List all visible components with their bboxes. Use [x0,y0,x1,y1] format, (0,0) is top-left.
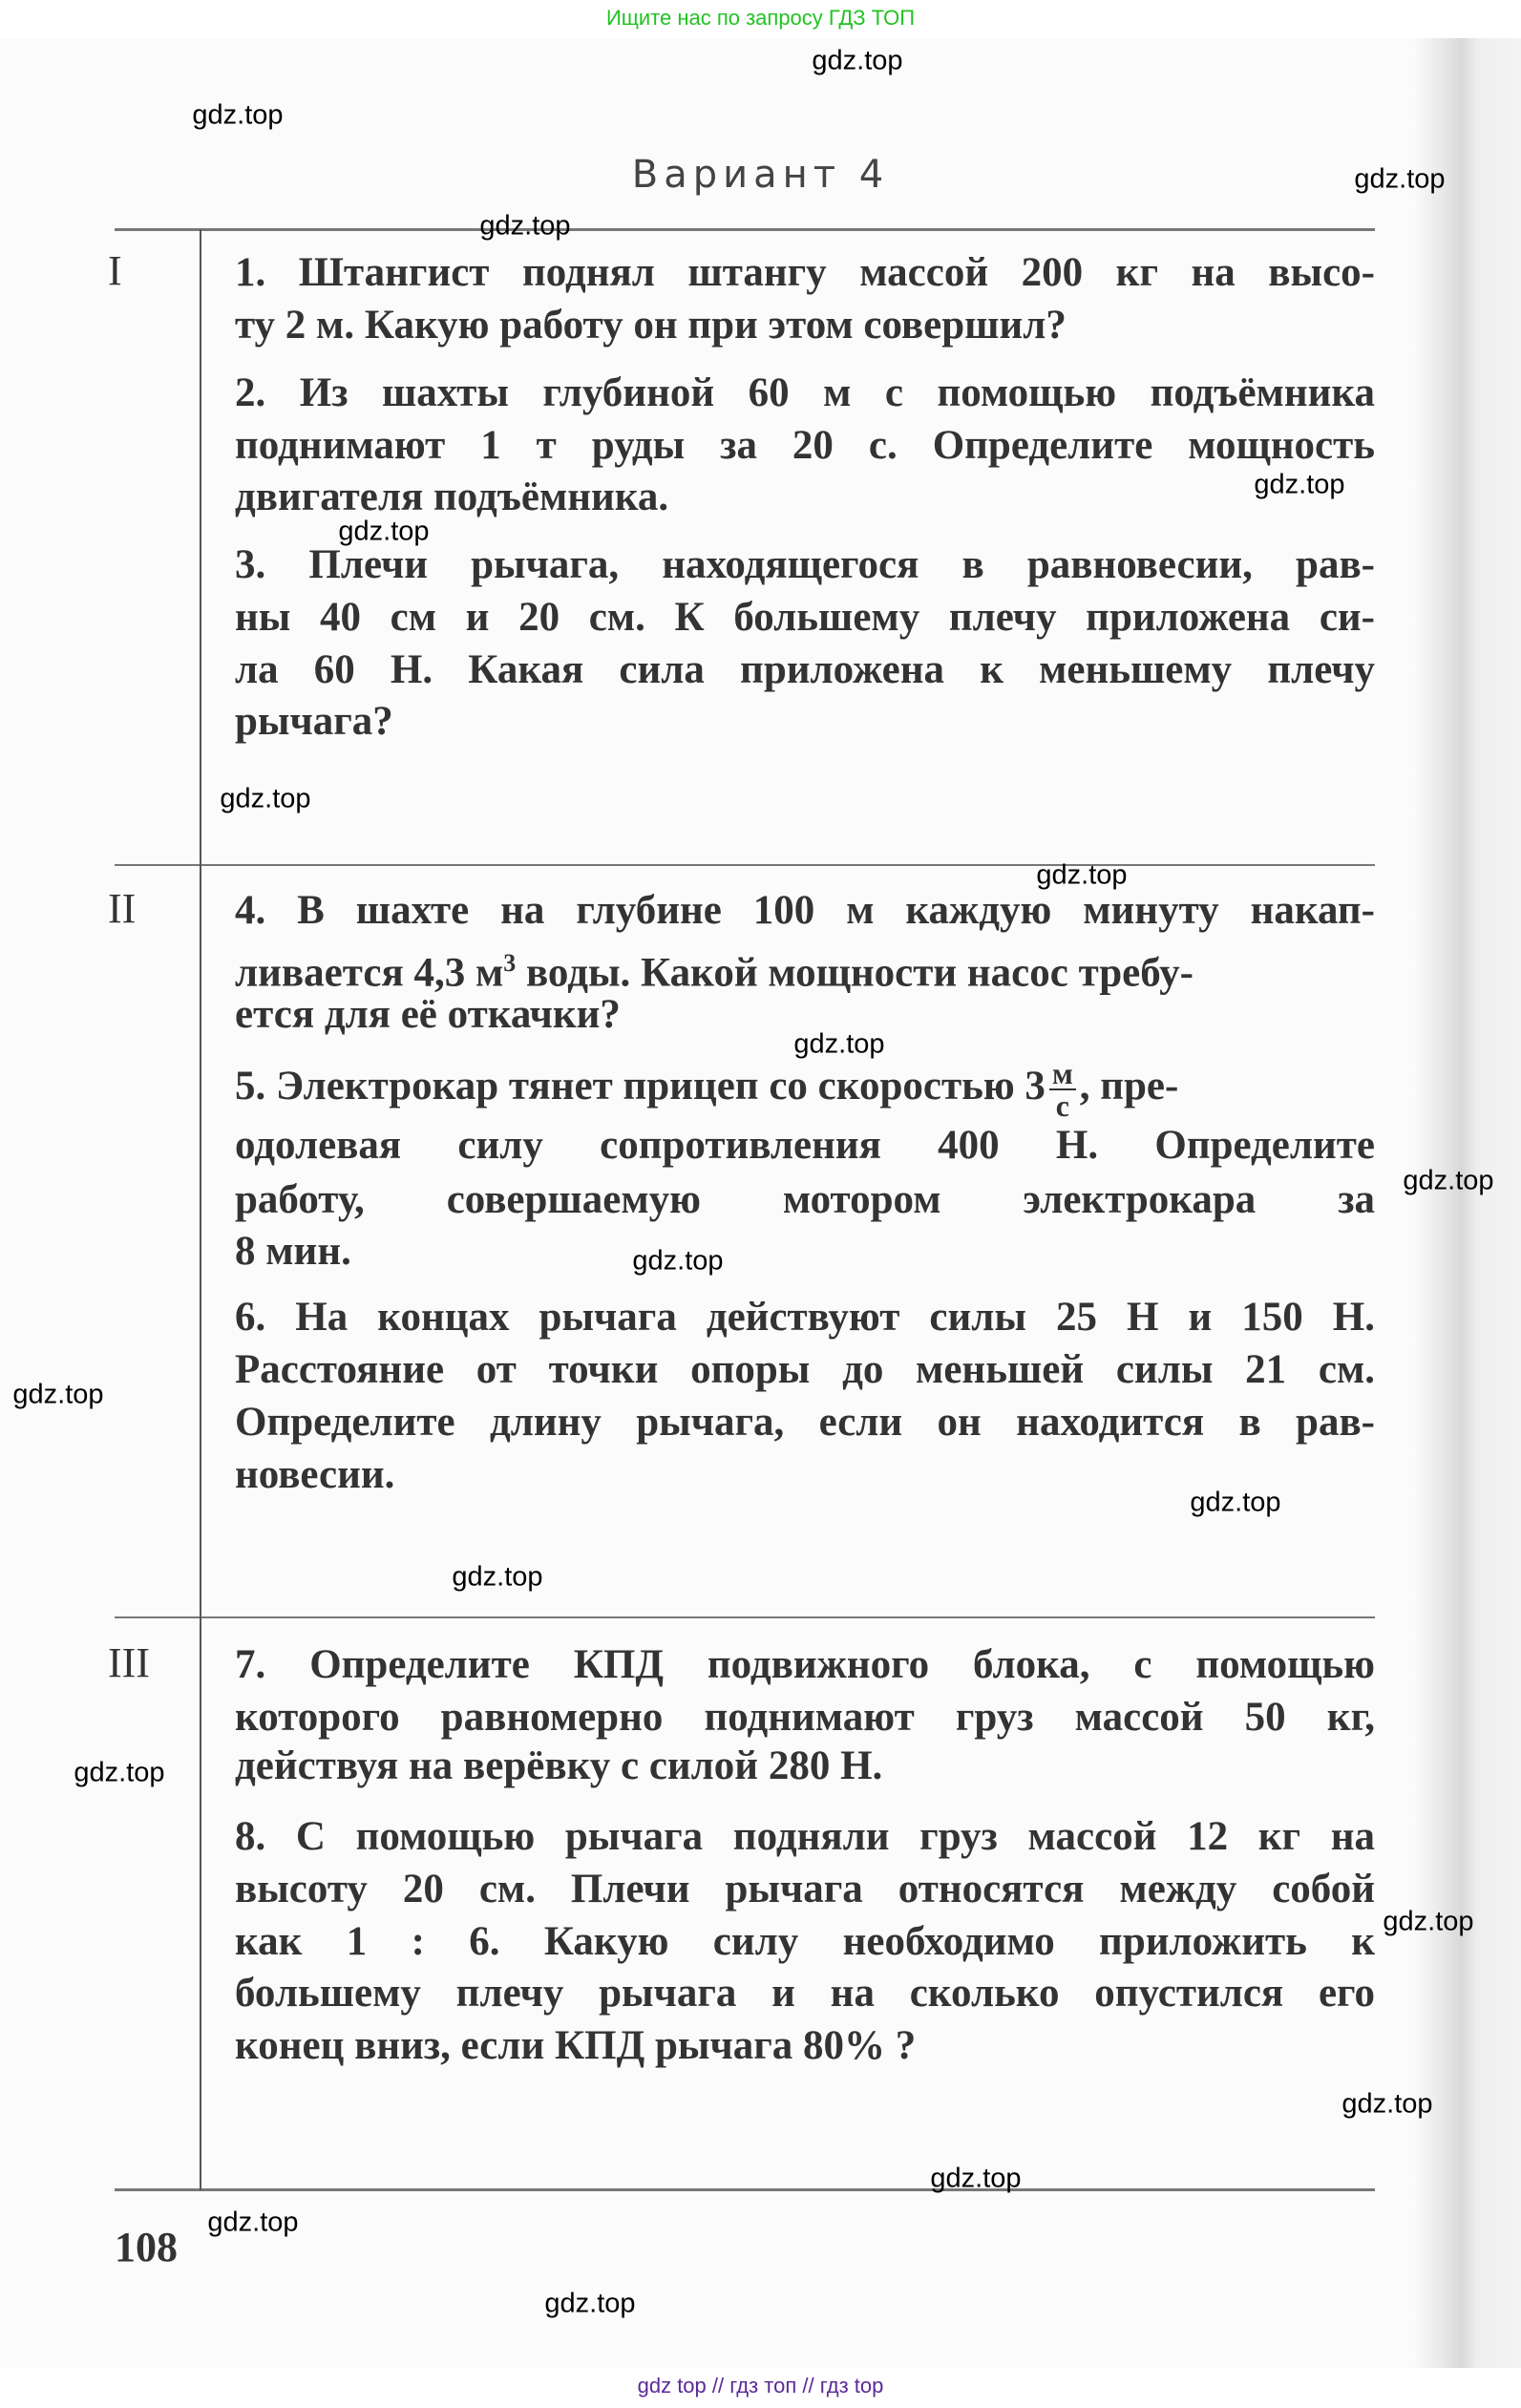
question-5-line: работу, совершаемую мотором электрокара за [235,1177,1375,1222]
watermark-label: gdz.top [632,1245,724,1277]
watermark-label: gdz.top [544,2288,636,2319]
page-number: 108 [115,2224,178,2271]
section-numeral-1: I [108,247,122,294]
question-3-line: ны 40 см и 20 см. К большему плечу приложена си- [235,595,1375,640]
question-5-text: , пре- [1079,1063,1179,1109]
bottom-banner: gdz top // гдз топ // гдз top [637,2374,884,2397]
watermark-label: gdz.top [930,2163,1022,2194]
question-4-text: воды. Какой мощности насос требу- [516,950,1194,996]
table-rule-top [115,228,1375,231]
watermark-label: gdz.top [220,783,311,814]
question-1-line: 1. Штангист поднял штангу массой 200 кг на высо- [235,250,1375,295]
question-5-line [235,1058,1375,1121]
question-5-line: одолевая силу сопротивления 400 Н. Определите [235,1123,1375,1168]
question-4-line [235,939,1375,998]
question-8-line: 8. С помощью рычага подняли груз массой 12 кг на [235,1814,1375,1859]
question-8-line: конец вниз, если КПД рычага 80% ? [235,2023,917,2068]
watermark-label: gdz.top [12,1379,104,1410]
watermark-label: gdz.top [479,210,571,242]
fraction-denominator: с [1055,1088,1069,1123]
page-title: Вариант 4 [631,153,890,197]
watermark-label: gdz.top [1383,1906,1474,1937]
question-6-line: Определите длину рычага, если он находится в рав- [235,1400,1375,1445]
question-8-line: как 1 : 6. Какую силу необходимо приложить к [235,1919,1375,1964]
page-binding-shadow [1413,38,1521,2368]
watermark-label: gdz.top [452,1561,543,1593]
question-6-line: 6. На концах рычага действуют силы 25 Н и 150 Н. [235,1295,1375,1340]
section-numeral-3: III [108,1639,150,1686]
question-7-line: 7. Определите КПД подвижного блока, с помощью [235,1642,1375,1687]
watermark-label: gdz.top [1354,163,1446,195]
question-2-line: двигателя подъёмника. [235,475,669,519]
question-7-line: действуя на верёвку с силой 280 Н. [235,1743,883,1788]
watermark-label: gdz.top [1254,469,1345,500]
question-6-line: Расстояние от точки опоры до меньшей силы 21 см. [235,1347,1375,1392]
fraction-numerator: м [1049,1058,1076,1090]
question-3-line: рычага? [235,699,393,744]
question-5-line: 8 мин. [235,1229,351,1274]
section-numeral-2: II [108,885,137,932]
question-2-line: поднимают 1 т руды за 20 с. Определите мощность [235,423,1375,468]
question-3-line: ла 60 Н. Какая сила приложена к меньшему плечу [235,647,1375,692]
question-7-line: которого равномерно поднимают груз массой 50 кг, [235,1695,1375,1740]
fraction-m-per-s [1049,1058,1076,1121]
watermark-label: gdz.top [338,516,430,547]
watermark-label: gdz.top [74,1757,165,1788]
question-2-line: 2. Из шахты глубиной 60 м с помощью подъёмника [235,370,1375,415]
watermark-label: gdz.top [1341,2088,1433,2120]
table-column-divider [200,229,201,2190]
question-6-line: новесии. [235,1452,395,1497]
question-4-line: ется для её откачки? [235,992,621,1037]
question-4-text: ливается 4,3 м [235,950,504,996]
watermark-label: gdz.top [793,1028,885,1060]
superscript: 3 [503,949,517,977]
question-5-text: 5. Электрокар тянет прицеп со скоростью 3 [235,1063,1046,1109]
table-rule-section-3 [115,1616,1375,1618]
question-8-line: высоту 20 см. Плечи рычага относятся между собой [235,1867,1375,1912]
watermark-label: gdz.top [812,45,903,76]
question-8-line: большему плечу рычага и на сколько опустился его [235,1971,1375,2016]
question-3-line: 3. Плечи рычага, находящегося в равновесии, рав- [235,542,1375,587]
table-rule-section-2 [115,864,1375,866]
question-4-line: 4. В шахте на глубине 100 м каждую минуту накап- [235,888,1375,933]
watermark-label: gdz.top [1190,1487,1281,1518]
question-1-line: ту 2 м. Какую работу он при этом совершил? [235,303,1067,348]
table-rule-bottom [115,2188,1375,2191]
watermark-label: gdz.top [192,99,284,131]
watermark-label: gdz.top [1403,1165,1494,1196]
top-banner: Ищите нас по запросу ГДЗ ТОП [605,6,916,30]
watermark-label: gdz.top [1036,859,1128,891]
watermark-label: gdz.top [207,2207,299,2238]
